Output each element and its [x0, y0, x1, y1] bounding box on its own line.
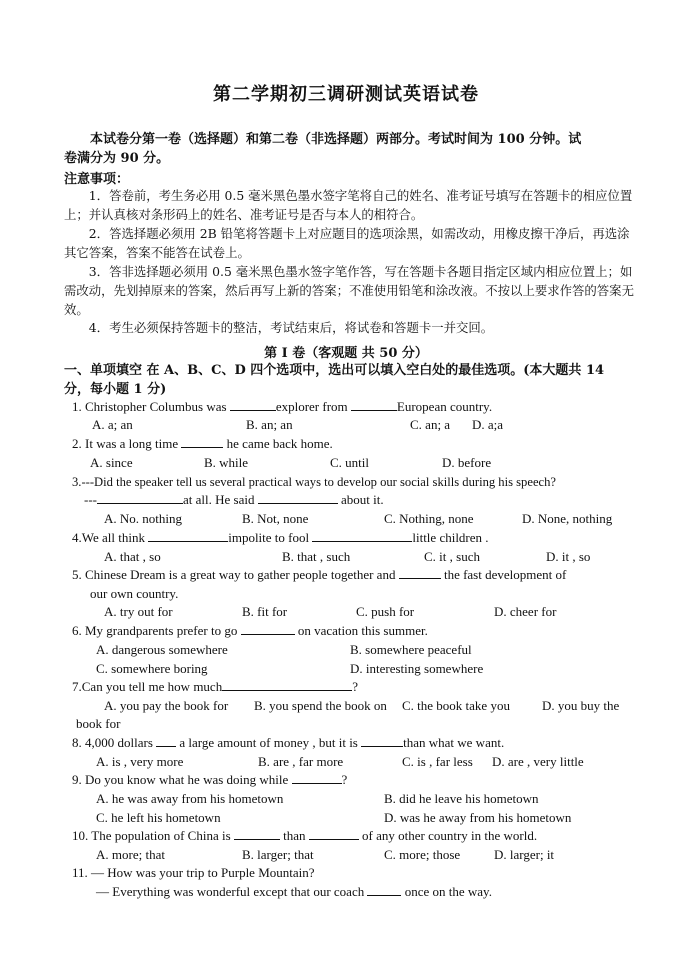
- stem-text: ?: [341, 772, 348, 787]
- option-c[interactable]: C. push for: [356, 604, 415, 619]
- stem-text: than what we want.: [403, 735, 505, 750]
- stem-text: once on the way.: [401, 884, 492, 899]
- answer-blank[interactable]: [292, 771, 342, 784]
- option-d[interactable]: D. larger; it: [494, 847, 555, 862]
- notice-1: 1．答卷前，考生务必用 0.5 毫米黑色墨水签字笔将自己的姓名、准考证号填写在答题卡的相应位置上；并认真核对条形码上的姓名、准考证号是否与本人的相符合。: [64, 188, 633, 222]
- notice-heading: 注意事项：: [64, 172, 130, 187]
- option-a[interactable]: A. that , so: [104, 549, 161, 564]
- option-a[interactable]: A. since: [90, 455, 133, 470]
- stem-text: 9. Do you know what he was doing while: [72, 772, 292, 787]
- option-a[interactable]: A. try out for: [104, 604, 173, 619]
- stem-text: 5. Chinese Dream is a great way to gather people together and: [72, 567, 399, 582]
- stem-text: impolite to fool: [228, 530, 313, 545]
- option-d[interactable]: D. you buy the: [542, 698, 620, 713]
- answer-blank[interactable]: [312, 529, 412, 542]
- option-d[interactable]: D. before: [442, 455, 492, 470]
- answer-blank[interactable]: [234, 827, 280, 840]
- notice-4: 4．考生必须保持答题卡的整洁，考试结束后，将试卷和答题卡一并交回。: [88, 320, 494, 335]
- answer-blank[interactable]: [361, 734, 403, 747]
- stem-text: a large amount of money , but it is: [176, 735, 362, 750]
- option-c[interactable]: C. until: [330, 455, 370, 470]
- question-7-option-continuation: book for: [76, 716, 121, 731]
- option-c[interactable]: C. more; those: [384, 847, 461, 862]
- stem-text: 2. It was a long time: [72, 436, 182, 451]
- question-8-stem: [72, 734, 504, 752]
- section-title: 第 I 卷（客观题 共 50 分）: [264, 346, 428, 361]
- answer-blank[interactable]: [351, 398, 397, 411]
- answer-blank[interactable]: [309, 827, 359, 840]
- answer-blank[interactable]: [399, 566, 441, 579]
- option-b[interactable]: B. that , such: [282, 549, 351, 564]
- stem-text: the fast development of: [440, 567, 567, 582]
- part-title: 一、单项填空 在 A、B、C、D 四个选项中，选出可以填入空白处的最佳选项。(本大题共 14 分，每小题 1 分): [64, 363, 605, 397]
- answer-blank[interactable]: [148, 529, 228, 542]
- option-d[interactable]: D. interesting somewhere: [350, 661, 484, 676]
- answer-blank[interactable]: [156, 734, 176, 747]
- stem-text: at all. He said: [183, 492, 258, 507]
- option-b[interactable]: B. while: [204, 455, 249, 470]
- question-2-stem: [72, 435, 333, 453]
- stem-text: about it.: [337, 492, 384, 507]
- option-a[interactable]: A. more; that: [96, 847, 165, 862]
- stem-text: ---: [84, 492, 97, 507]
- stem-text: little children .: [412, 530, 489, 545]
- answer-blank[interactable]: [258, 491, 338, 504]
- option-d[interactable]: D. None, nothing: [522, 511, 613, 526]
- question-3-stem-line2: [84, 491, 384, 509]
- option-b[interactable]: B. larger; that: [242, 847, 314, 862]
- stem-text: ?: [352, 679, 358, 694]
- option-b[interactable]: B. fit for: [242, 604, 288, 619]
- stem-text: — Everything was wonderful except that our coach: [96, 884, 368, 899]
- option-b[interactable]: B. an; an: [246, 417, 293, 432]
- question-4-stem: [72, 529, 489, 547]
- option-d[interactable]: D. are , very little: [492, 754, 584, 769]
- question-1-stem: [72, 398, 492, 416]
- option-b[interactable]: B. somewhere peaceful: [350, 642, 472, 657]
- stem-text: than: [279, 828, 309, 843]
- question-10-stem: [72, 827, 537, 845]
- page-title: 第二学期初三调研测试英语试卷: [213, 84, 479, 105]
- option-d[interactable]: D. it , so: [546, 549, 591, 564]
- question-11-stem: 11. — How was your trip to Purple Mountain?: [72, 865, 315, 880]
- intro-line-1: 本试卷分第一卷（选择题）和第二卷（非选择题）两部分。考试时间为 100 分钟。试: [90, 132, 582, 147]
- stem-text: explorer from: [275, 399, 351, 414]
- question-3-stem: 3.---Did the speaker tell us several practical ways to develop our social skills during his speech?: [72, 475, 557, 489]
- option-b[interactable]: B. did he leave his hometown: [384, 791, 539, 806]
- stem-text: 4.We all think: [72, 530, 149, 545]
- answer-blank[interactable]: [241, 622, 295, 635]
- answer-blank[interactable]: [97, 491, 183, 504]
- question-6-stem: [72, 622, 428, 640]
- answer-blank[interactable]: [222, 678, 352, 691]
- question-5-stem-line2: our own country.: [90, 586, 179, 601]
- question-5-stem: [72, 566, 566, 584]
- option-b[interactable]: B. Not, none: [242, 511, 309, 526]
- option-a[interactable]: A. is , very more: [96, 754, 184, 769]
- stem-text: 10. The population of China is: [72, 828, 234, 843]
- stem-text: European country.: [396, 399, 493, 414]
- option-c[interactable]: C. is , far less: [402, 754, 473, 769]
- intro-line-2: 卷满分为 90 分。: [64, 151, 170, 166]
- stem-text: of any other country in the world.: [358, 828, 538, 843]
- answer-blank[interactable]: [230, 398, 276, 411]
- stem-text: 6. My grandparents prefer to go: [72, 623, 241, 638]
- option-a[interactable]: A. dangerous somewhere: [96, 642, 228, 657]
- notice-2: 2．答选择题必须用 2B 铅笔将答题卡上对应题目的选项涂黑，如需改动，用橡皮擦干净后，再选涂其它答案，答案不能答在试卷上。: [64, 226, 630, 260]
- option-b[interactable]: B. are , far more: [258, 754, 344, 769]
- option-d[interactable]: D. was he away from his hometown: [384, 810, 572, 825]
- notice-3: 3．答非选择题必须用 0.5 毫米黑色墨水签字笔作答，写在答题卡各题目指定区域内相应位置上；如需改动，先划掉原来的答案，然后再写上新的答案；不准使用铅笔和涂改液。不按以上要求作答的答案无效。: [64, 264, 634, 317]
- option-a[interactable]: A. he was away from his hometown: [96, 791, 284, 806]
- question-11-stem-line2: [96, 883, 492, 901]
- option-d[interactable]: D. a;a: [472, 417, 504, 432]
- stem-text: on vacation this summer.: [294, 623, 428, 638]
- stem-text: 7.Can you tell me how much: [72, 679, 223, 694]
- option-c[interactable]: C. Nothing, none: [384, 511, 474, 526]
- option-a[interactable]: A. a; an: [92, 417, 133, 432]
- stem-text: he came back home.: [223, 436, 333, 451]
- option-a[interactable]: A. No. nothing: [104, 511, 182, 526]
- option-c[interactable]: C. an; a: [410, 417, 451, 432]
- option-c[interactable]: C. somewhere boring: [96, 661, 208, 676]
- stem-text: 1. Christopher Columbus was: [72, 399, 230, 414]
- option-d[interactable]: D. cheer for: [494, 604, 557, 619]
- question-7-stem: [72, 678, 358, 696]
- answer-blank[interactable]: [367, 883, 401, 896]
- option-c[interactable]: C. the book take you: [402, 698, 510, 713]
- option-c[interactable]: C. he left his hometown: [96, 810, 221, 825]
- option-b[interactable]: B. you spend the book on: [254, 698, 387, 713]
- question-9-stem: [72, 771, 347, 789]
- option-c[interactable]: C. it , such: [424, 549, 480, 564]
- option-a[interactable]: A. you pay the book for: [104, 698, 229, 713]
- stem-text: 8. 4,000 dollars: [72, 735, 157, 750]
- answer-blank[interactable]: [181, 435, 223, 448]
